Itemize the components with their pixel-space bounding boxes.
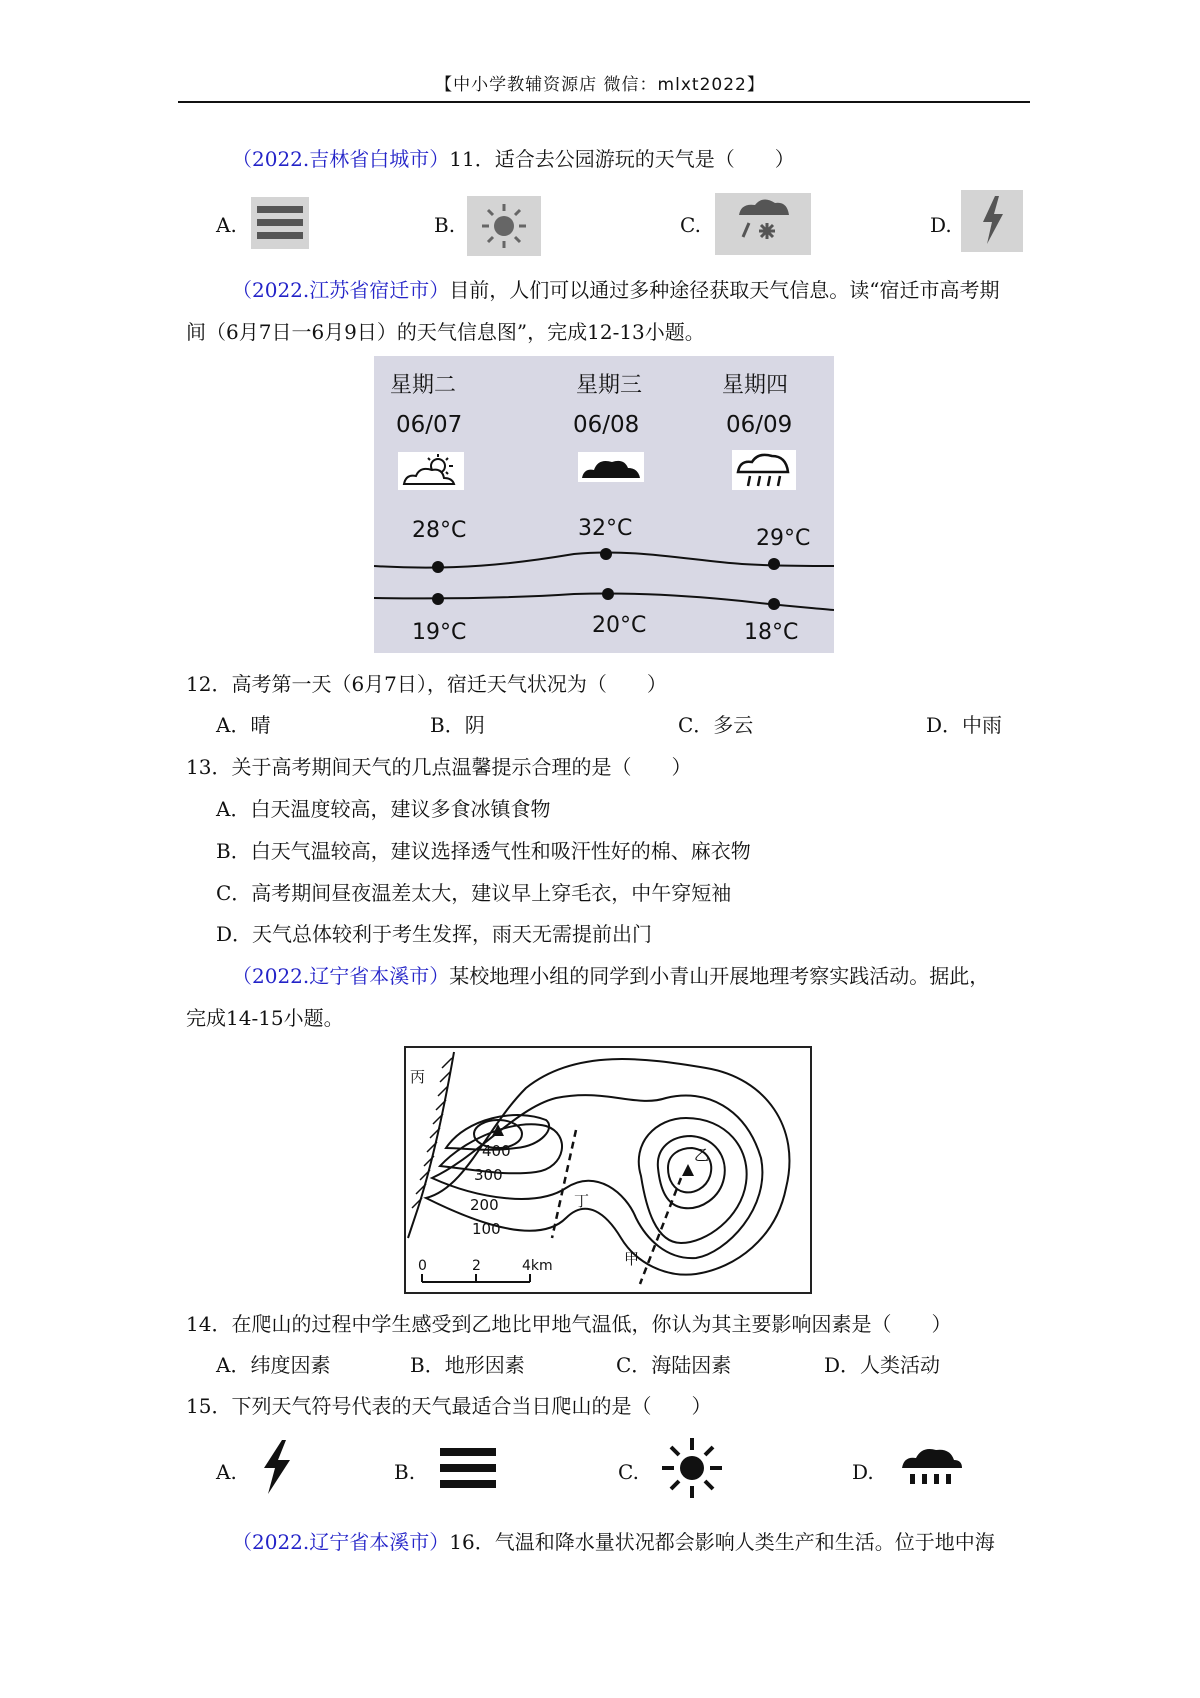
fog-icon: [438, 1446, 498, 1490]
intro-12-13-line2: 间（6月7日一6月9日）的天气信息图”，完成12-13小题。: [186, 320, 705, 344]
weather-info-chart: [374, 356, 834, 653]
q12-option-c: C．多云: [678, 713, 754, 737]
label-ding: 丁: [574, 1192, 590, 1210]
q15-option-d-letter: D.: [852, 1460, 874, 1484]
scale-label-4km: 4km: [522, 1258, 553, 1274]
low-temp-point: [602, 588, 614, 600]
lightning-icon: [256, 1438, 296, 1496]
question-12: 12．高考第一天（6月7日），宿迁天气状况为（ ）: [186, 672, 667, 696]
q13-option-d: D．天气总体较利于考生发挥，雨天无需提前出门: [216, 922, 653, 946]
contour-label-300: 300: [474, 1166, 503, 1184]
q13-option-c: C．高考期间昼夜温差太大，建议早上穿毛衣，中午穿短袖: [216, 881, 732, 905]
high-temp-label: 32°C: [578, 516, 633, 541]
intro-14-15-line1: [232, 964, 989, 988]
contour-map: [404, 1046, 812, 1294]
intro-text: 某校地理小组的同学到小青山开展地理考察实践活动。据此，: [449, 964, 990, 988]
question-text: 16．气温和降水量状况都会影响人类生产和生活。位于地中海: [449, 1530, 995, 1554]
low-temp-label: 20°C: [592, 613, 647, 638]
fog-icon: [251, 197, 309, 249]
label-yi: 乙: [694, 1146, 710, 1164]
date-label: 06/08: [573, 412, 640, 438]
q15-option-b-letter: B.: [394, 1460, 416, 1484]
q11-option-c-letter: C.: [680, 213, 701, 237]
question-source: （2022.江苏省宿迁市）: [232, 278, 450, 302]
low-temp-label: 19°C: [412, 620, 467, 645]
low-temp-label: 18°C: [744, 620, 799, 645]
question-source: （2022.吉林省白城市）: [232, 147, 450, 171]
question-15: 15．下列天气符号代表的天气最适合当日爬山的是（ ）: [186, 1394, 712, 1418]
question-11: [232, 147, 795, 171]
label-bing: 丙: [410, 1068, 426, 1086]
q14-option-a: A．纬度因素: [216, 1353, 331, 1377]
q13-option-b: B．白天气温较高，建议选择透气性和吸汗性好的棉、麻衣物: [216, 839, 751, 863]
contour-label-400: 400: [482, 1142, 511, 1160]
q14-option-c: C．海陆因素: [616, 1353, 732, 1377]
high-temp-point: [432, 561, 444, 573]
temperature-lines: [374, 356, 834, 653]
contour-lines: [406, 1048, 810, 1292]
contour-label-200: 200: [470, 1196, 499, 1214]
intro-text: 目前，人们可以通过多种途径获取天气信息。读“宿迁市高考期: [449, 278, 1000, 302]
question-source: （2022.辽宁省本溪市）: [232, 1530, 450, 1554]
question-text: 11．适合去公园游玩的天气是（ ）: [449, 147, 795, 171]
header-rule: [178, 101, 1030, 103]
q14-option-d: D．人类活动: [824, 1353, 941, 1377]
question-source: （2022.辽宁省本溪市）: [232, 964, 450, 988]
weekday-label: 星期二: [390, 373, 457, 398]
low-temp-point: [768, 598, 780, 610]
high-temp-label: 29°C: [756, 526, 811, 551]
sunny-icon: [660, 1436, 724, 1500]
q11-option-d-letter: D.: [930, 213, 952, 237]
rain-icon: [900, 1446, 964, 1492]
high-temp-point: [768, 558, 780, 570]
question-16: [232, 1530, 995, 1554]
sunny-icon: [467, 196, 541, 256]
intro-12-13-line1: [232, 278, 1000, 302]
q12-option-d: D．中雨: [926, 713, 1003, 737]
high-temp-label: 28°C: [412, 518, 467, 543]
high-temp-point: [600, 548, 612, 560]
date-label: 06/09: [726, 412, 793, 438]
scale-label-2: 2: [472, 1258, 481, 1274]
lightning-icon: [961, 190, 1023, 252]
intro-14-15-line2: 完成14-15小题。: [186, 1006, 344, 1030]
q11-option-b-letter: B.: [434, 213, 456, 237]
date-label: 06/07: [396, 412, 463, 438]
question-13: 13．关于高考期间天气的几点温馨提示合理的是（ ）: [186, 755, 692, 779]
q15-option-c-letter: C.: [618, 1460, 639, 1484]
weekday-label: 星期三: [576, 373, 643, 398]
label-jia: 甲: [624, 1250, 640, 1268]
q13-option-a: A．白天温度较高，建议多食冰镇食物: [216, 797, 551, 821]
scale-label-0: 0: [418, 1258, 427, 1274]
weekday-label: 星期四: [722, 373, 789, 398]
q14-option-b: B．地形因素: [410, 1353, 525, 1377]
q11-option-a-letter: A.: [216, 213, 237, 237]
contour-label-100: 100: [472, 1220, 501, 1238]
page-header: 【中小学教辅资源店 微信：mlxt2022】: [435, 75, 765, 95]
low-temp-point: [432, 593, 444, 605]
question-14: 14．在爬山的过程中学生感受到乙地比甲地气温低，你认为其主要影响因素是（ ）: [186, 1312, 952, 1336]
q15-option-a-letter: A.: [216, 1460, 237, 1484]
sleet-icon: [715, 193, 811, 255]
q12-option-b: B．阴: [430, 713, 485, 737]
q12-option-a: A．晴: [216, 713, 271, 737]
